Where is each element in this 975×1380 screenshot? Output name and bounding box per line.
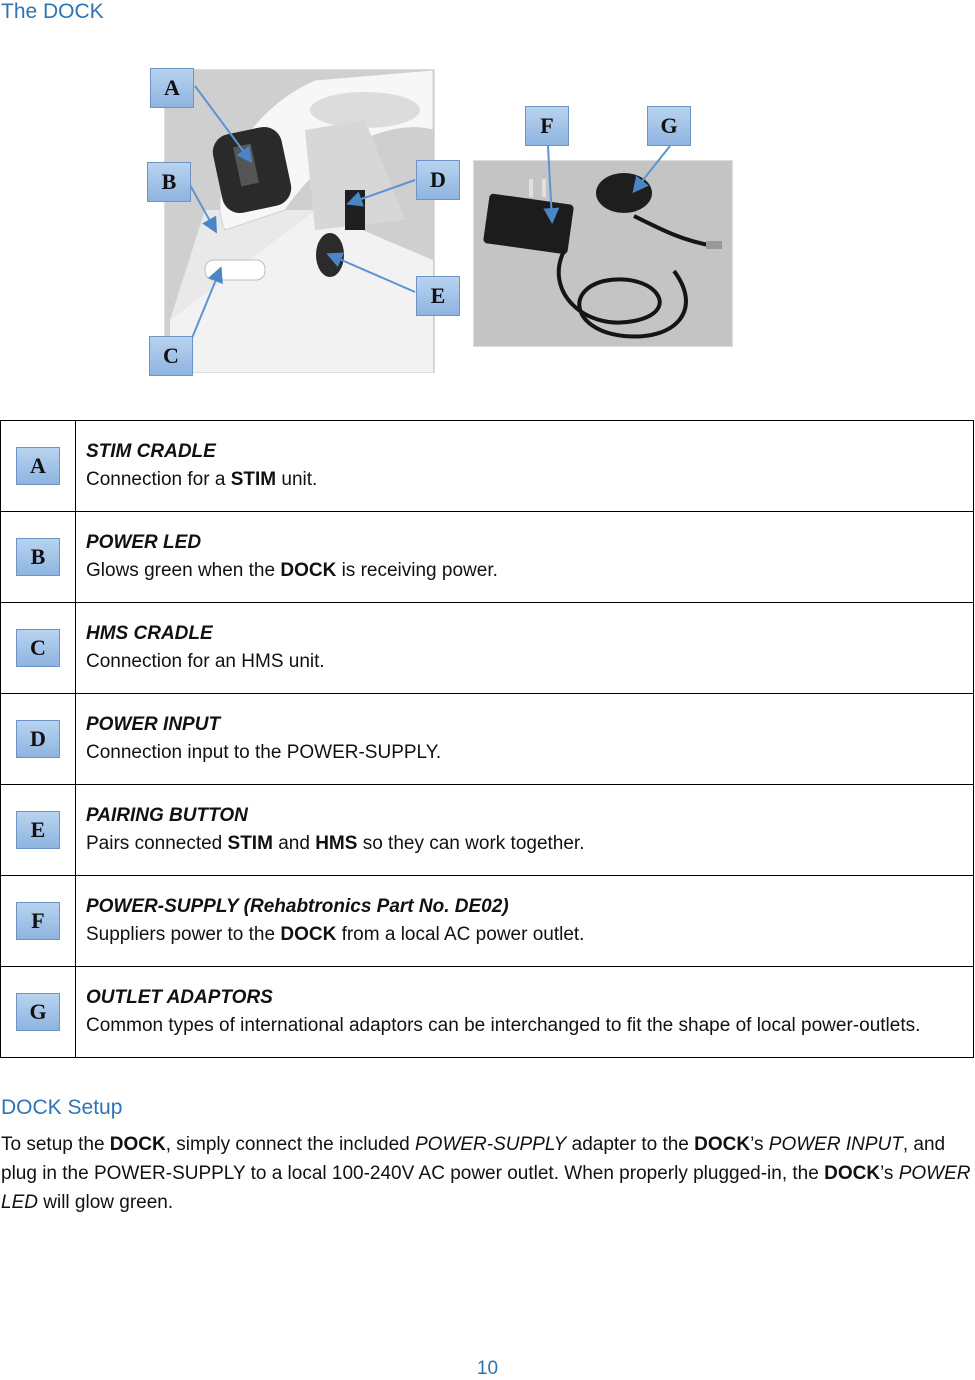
component-table: [0, 420, 974, 1058]
arrow-a: [195, 86, 250, 160]
item-desc-bold-2: HMS: [315, 833, 358, 854]
row-letter-tag: G: [16, 993, 60, 1031]
item-desc-mid: and: [272, 833, 316, 854]
item-desc: Connection for an HMS unit.: [86, 651, 325, 672]
item-desc-post: so they can work together.: [357, 833, 585, 854]
page-title: The DOCK: [1, 0, 104, 23]
text-run: adapter to the: [566, 1134, 695, 1155]
arrow-d: [350, 180, 415, 203]
row-letter-tag: B: [16, 538, 60, 576]
text-run-italic: POWER INPUT: [768, 1134, 903, 1155]
section-heading: DOCK Setup: [1, 1096, 123, 1119]
item-title: POWER LED: [86, 532, 202, 553]
item-title: HMS CRADLE: [86, 623, 213, 644]
text-run-italic: POWER-SUPPLY: [415, 1134, 567, 1155]
text-run: To setup the: [1, 1134, 110, 1155]
row-letter-tag: D: [16, 720, 60, 758]
page-number: 10: [476, 1358, 499, 1379]
text-run-bold: DOCK: [109, 1134, 166, 1155]
row-letter-tag: A: [16, 447, 60, 485]
callout-e: E: [416, 276, 460, 316]
item-desc-post: is receiving power.: [336, 560, 498, 581]
item-desc: Connection input to the POWER-SUPPLY.: [86, 742, 442, 763]
text-run: , and plug in the POWER-SUPPLY to a local 100-240V AC power outlet. When properly plugged-in, the: [1, 1134, 946, 1184]
text-run: ’s: [880, 1163, 899, 1184]
text-run: , simply connect the included: [165, 1134, 415, 1155]
item-desc: Common types of international adaptors can be interchanged to fit the shape of local power-outlets.: [86, 1015, 921, 1036]
item-desc-bold: STIM: [230, 469, 277, 490]
item-desc-post: from a local AC power outlet.: [336, 924, 585, 945]
item-title: OUTLET ADAPTORS: [86, 987, 273, 1008]
dock-figure: [140, 60, 740, 390]
row-letter-tag: E: [16, 811, 60, 849]
arrow-g: [635, 146, 670, 190]
callout-g: G: [647, 106, 691, 146]
item-desc-pre: Glows green when the: [86, 560, 281, 581]
item-desc-bold: STIM: [227, 833, 273, 854]
callout-d: D: [416, 160, 460, 200]
row-letter-tag: C: [16, 629, 60, 667]
callout-f: F: [525, 106, 569, 146]
callout-c: C: [149, 336, 193, 376]
arrow-c: [192, 270, 220, 338]
table-row: [1, 876, 974, 967]
item-desc-post: unit.: [276, 469, 318, 490]
text-run-italic: POWER LED: [1, 1163, 971, 1213]
item-desc-pre: Connection for a: [86, 469, 231, 490]
table-row: [1, 512, 974, 603]
row-letter-tag: F: [16, 902, 60, 940]
text-run-bold: DOCK: [694, 1134, 751, 1155]
text-run: ’s: [750, 1134, 769, 1155]
item-desc-bold: DOCK: [280, 560, 337, 581]
table-row: [1, 694, 974, 785]
table-row: [1, 603, 974, 694]
arrow-e: [330, 255, 415, 292]
text-run-bold: DOCK: [824, 1163, 881, 1184]
item-title: POWER INPUT: [86, 714, 221, 735]
item-desc-pre: Suppliers power to the: [86, 924, 281, 945]
arrow-f: [548, 146, 552, 220]
table-row: [1, 421, 974, 512]
callout-a: A: [150, 68, 194, 108]
setup-paragraph: [1, 1130, 971, 1217]
item-title: PAIRING BUTTON: [86, 805, 248, 826]
item-desc-bold: DOCK: [280, 924, 337, 945]
callout-b: B: [147, 162, 191, 202]
table-row: [1, 785, 974, 876]
table-row: [1, 967, 974, 1058]
text-run: will glow green.: [37, 1192, 174, 1213]
item-desc-pre: Pairs connected: [86, 833, 228, 854]
item-title: STIM CRADLE: [86, 441, 216, 462]
item-title: POWER-SUPPLY (Rehabtronics Part No. DE02): [86, 896, 509, 917]
arrow-b: [190, 185, 215, 230]
